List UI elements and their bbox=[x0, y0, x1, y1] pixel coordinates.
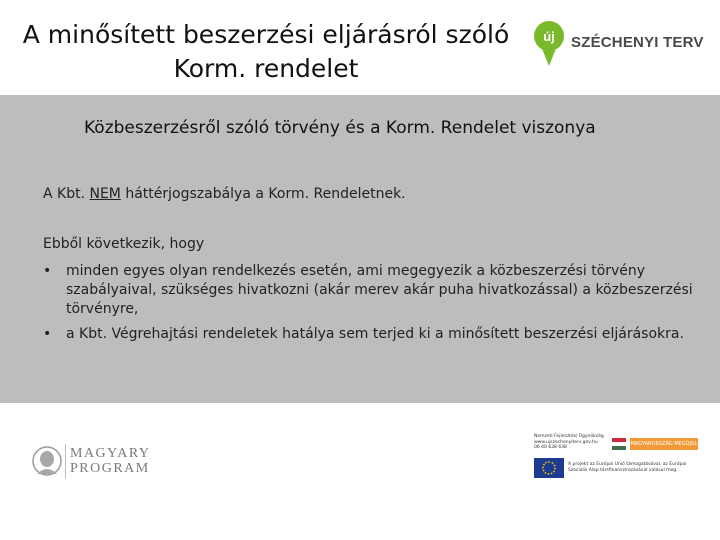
slide-title-line1: A minősített beszerzési eljárásról szóló bbox=[22, 20, 510, 49]
slide-title-line2: Korm. rendelet bbox=[173, 54, 359, 83]
bullet-dot: • bbox=[43, 263, 52, 279]
bullet-item bbox=[43, 262, 713, 319]
eu-funding-logos bbox=[532, 432, 702, 482]
logo-brand-text: SZÉCHENYI TERV bbox=[571, 34, 704, 51]
p1-after: háttérjogszabálya a Korm. Rendeletnek. bbox=[120, 186, 406, 202]
portrait-emblem-icon bbox=[32, 442, 62, 480]
p1-before: A Kbt. bbox=[43, 186, 90, 202]
paragraph-kbt bbox=[43, 186, 406, 202]
bullet-item bbox=[43, 325, 713, 344]
bullet-text: a Kbt. Végrehajtási rendeletek hatálya sem terjed ki a minősített beszerzési eljárásokra. bbox=[66, 326, 684, 342]
bullet-list bbox=[43, 262, 713, 350]
logo-separator bbox=[65, 444, 66, 478]
p1-emphasis: NEM bbox=[89, 186, 121, 202]
magyary-name bbox=[70, 446, 151, 476]
orange-banner: MAGYARORSZÁG MEGÚJUL bbox=[630, 438, 698, 450]
hungarian-flag-icon bbox=[612, 438, 626, 450]
eu-flag-icon bbox=[534, 458, 564, 478]
slide-subtitle: Közbeszerzésről szóló törvény és a Korm. Rendelet viszonya bbox=[84, 118, 596, 138]
slide-title bbox=[6, 18, 526, 86]
pin-logo-icon bbox=[533, 20, 565, 74]
magyary-line2: PROGRAM bbox=[70, 461, 150, 476]
szechenyi-terv-logo bbox=[533, 20, 718, 72]
eu-agency-text: Nemzeti Fejlesztési Ügynökség www.ujszechenyiterv.gov.hu 06 40 638 638 bbox=[534, 434, 604, 450]
logo-pin-text: új bbox=[543, 29, 555, 44]
bullet-dot: • bbox=[43, 326, 52, 342]
magyary-line1: MAGYARY bbox=[70, 446, 151, 461]
eu-project-text: A projekt az Európai Unió támogatásával, az Európai Szociális Alap társfinanszírozásával valósul meg. bbox=[568, 462, 687, 473]
magyary-program-logo bbox=[32, 440, 152, 482]
bullet-text: minden egyes olyan rendelkezés esetén, ami megegyezik a közbeszerzési törvény szabályaival, szükséges hivatkozni (akár merev akár puha hivatkozással) a közbeszerzési törvényre, bbox=[66, 263, 693, 317]
paragraph-consequence: Ebből következik, hogy bbox=[43, 236, 205, 252]
